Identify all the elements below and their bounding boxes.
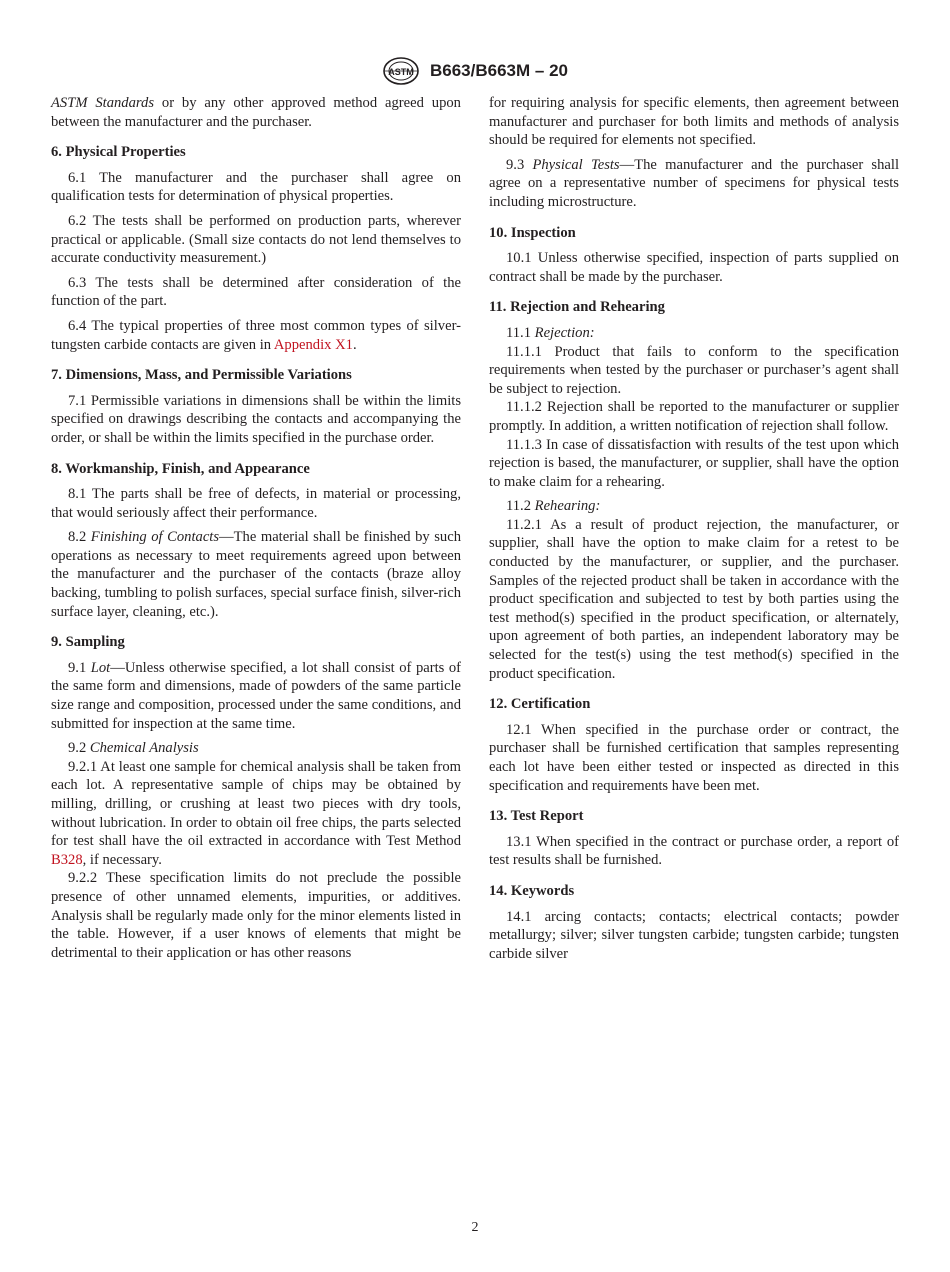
- paragraph-6-3: 6.3 The tests shall be determined after consideration of the function of the part.: [51, 274, 461, 310]
- paragraph-9-2-1: 9.2.1 At least one sample for chemical analysis shall be taken from each lot. A representative sample of chips may be obtained by milling, drilling, or crushing at least two pieces with dry tools, without lubrication. In order to obtain oil free chips, the parts selected for test shall have the oil extracted in accordance with Test Method B328, if necessary.: [51, 758, 461, 868]
- section-heading-12: 12. Certification: [489, 696, 591, 713]
- section-heading-14: 14. Keywords: [489, 882, 575, 899]
- continued-paragraph: ASTM Standards or by any other approved method agreed upon between the manufacturer and the purchaser.: [51, 95, 461, 130]
- paragraph-7-1: 7.1 Permissible variations in dimensions shall be within the limits specified on drawings describing the contacts and accompanying the order, or shall be within the limits specified in the purchase order.: [51, 392, 461, 446]
- paragraph-11-1-3: 11.1.3 In case of dissatisfaction with results of the test upon which rejection is based, the manufacturer, or supplier, shall have the option to make claim for a rehearing.: [489, 436, 899, 490]
- section-heading-11: 11. Rejection and Rehearing: [489, 299, 665, 316]
- paragraph-6-4: 6.4 The typical properties of three most common types of silver-tungsten carbide contacts are given in Appendix X1.: [51, 317, 461, 353]
- paragraph-14-1: 14.1 arcing contacts; contacts; electrical contacts; powder metallurgy; silver; silver tungsten carbide; tungsten carbide; tungsten carbide silver: [489, 908, 899, 962]
- section-heading-13: 13. Test Report: [489, 808, 584, 825]
- paragraph-9-3: 9.3 Physical Tests—The manufacturer and the purchaser shall agree on a representative number of specimens for physical tests including microstructure.: [489, 156, 899, 210]
- svg-text:ASTM: ASTM: [388, 67, 414, 77]
- appendix-x1-link[interactable]: Appendix X1: [273, 336, 353, 353]
- paragraph-8-1: 8.1 The parts shall be free of defects, in material or processing, that would seriously affect their performance.: [51, 486, 461, 521]
- left-column: [51, 94, 461, 962]
- paragraph-9-2: 9.2 Chemical Analysis: [68, 740, 199, 757]
- paragraph-12-1: 12.1 When specified in the purchase order or contract, the purchaser shall be furnished certification that samples representing each lot have been either tested or inspected as directed in this specification and requirements have been met.: [489, 721, 899, 794]
- section-heading-7: 7. Dimensions, Mass, and Permissible Variations: [51, 367, 352, 384]
- paragraph-11-2: 11.2 Rehearing:: [506, 498, 601, 515]
- section-heading-8: 8. Workmanship, Finish, and Appearance: [51, 460, 310, 477]
- section-heading-6: 6. Physical Properties: [51, 144, 186, 161]
- astm-logo-icon: [382, 56, 420, 86]
- section-heading-9: 9. Sampling: [51, 634, 125, 651]
- paragraph-8-2: 8.2 Finishing of Contacts—The material shall be finished by such operations as necessary to meet requirements agreed upon between the manufacturer and the purchaser of the contacts (braze alloy backing, tumbling to polish surfaces, special surface finish, silver-rich surface layer, cleaning, etc.).: [51, 529, 462, 620]
- page-number: 2: [471, 1220, 479, 1235]
- paragraph-9-2-2-continued: for requiring analysis for specific elements, then agreement between manufacturer and purchaser for both limits and methods of analysis should be required for elements not specified.: [489, 95, 899, 149]
- paragraph-6-2: 6.2 The tests shall be performed on production parts, wherever practical or applicable. (Small size contacts do not lend themselves to accurate conductivity measurement.): [51, 212, 461, 267]
- right-column: [489, 94, 899, 969]
- paragraph-13-1: 13.1 When specified in the contract or purchase order, a report of test results shall be furnished.: [489, 833, 899, 869]
- paragraph-11-1-2: 11.1.2 Rejection shall be reported to the manufacturer or supplier promptly. In addition, a written notification of rejection shall follow.: [489, 399, 899, 434]
- paragraph-11-2-1: 11.2.1 As a result of product rejection, the manufacturer, or supplier, shall have the option to make claim for a retest to be conducted by the manufacturer, or supplier, and the purchaser. Samples of the rejected product shall be taken in accordance with the product specification and subjected to test by both parties using the test method(s) specified in the product specification, or alternately, upon agreement of both parties, an independent laboratory may be selected for the test(s) using the test method(s) specified in the product specification.: [489, 516, 899, 682]
- paragraph-9-2-2: 9.2.2 These specification limits do not preclude the possible presence of other unnamed elements, impurities, or additives. Analysis shall be regularly made only for the minor elements listed in the table. However, if a user knows of elements that might be detrimental to their application or has other reasons: [51, 870, 461, 961]
- paragraph-11-1: 11.1 Rejection:: [506, 324, 595, 341]
- paragraph-9-1: 9.1 Lot—Unless otherwise specified, a lot shall consist of parts of the same form and dimensions, made of powders of the same particle size range and composition, processed under the same conditions, and submitted for inspection at the same time.: [51, 659, 461, 732]
- paragraph-6-1: 6.1 The manufacturer and the purchaser shall agree on qualification tests for determination of physical properties.: [51, 169, 461, 205]
- page-header: [0, 56, 950, 86]
- paragraph-11-1-1: 11.1.1 Product that fails to conform to the specification requirements when tested by the purchaser or purchaser’s agent shall be subject to rejection.: [489, 343, 899, 397]
- b328-link[interactable]: B328: [51, 851, 83, 868]
- paragraph-10-1: 10.1 Unless otherwise specified, inspection of parts supplied on contract shall be made by the purchaser.: [489, 250, 899, 285]
- section-heading-10: 10. Inspection: [489, 224, 576, 241]
- document-designation: B663/B663M – 20: [430, 61, 568, 80]
